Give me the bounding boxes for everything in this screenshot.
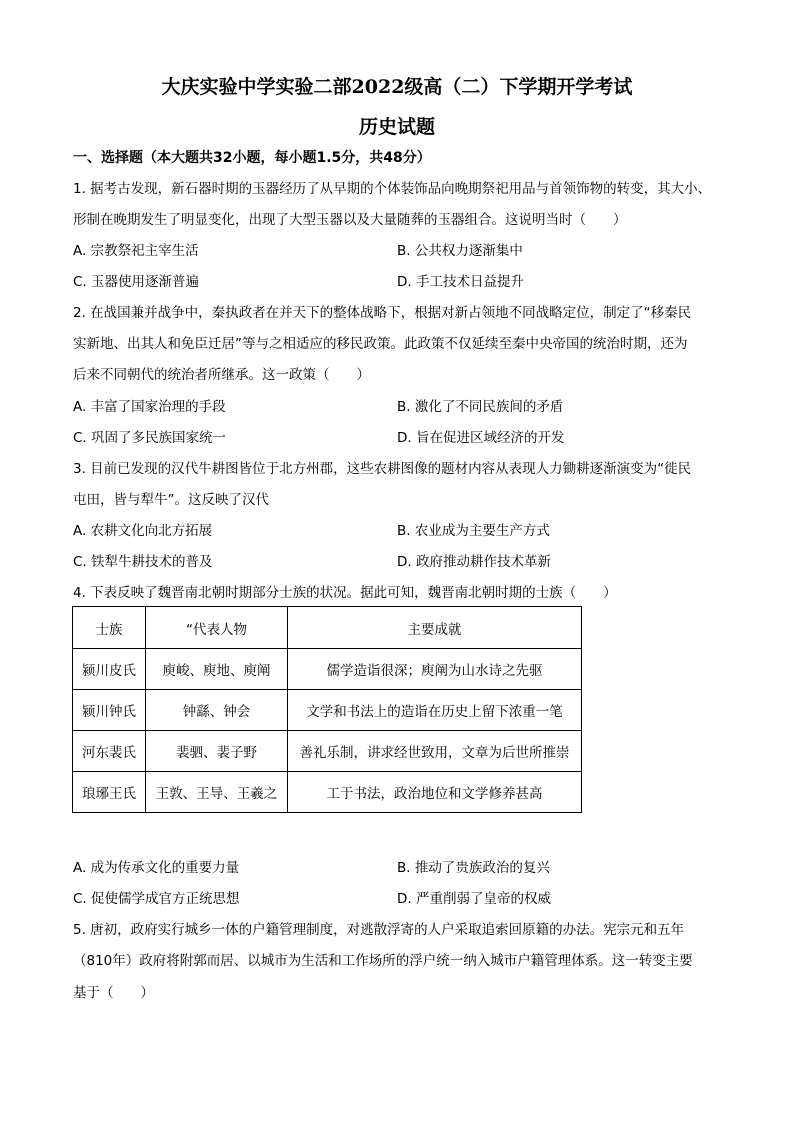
- question-1-option-d: D. 手工技术日益提升: [397, 274, 524, 290]
- question-3-text-line-1: 3. 目前已发现的汉代牛耕图皆位于北方州郡，这些农耕图像的题材内容从表现人力锄耕逐渐演变为“徙民: [73, 461, 692, 477]
- question-1-option-b: B. 公共权力逐渐集中: [397, 243, 523, 259]
- table-cell: 琅琊王氏: [73, 772, 146, 813]
- table-header-cell: 主要成就: [288, 607, 582, 649]
- question-2-option-b: B. 激化了不同民族间的矛盾: [397, 399, 564, 415]
- question-4-text-line-1: 4. 下表反映了魏晋南北朝时期部分士族的状况。据此可知，魏晋南北朝时期的士族（ ）: [73, 585, 617, 601]
- question-4-option-d: D. 严重削弱了皇帝的权威: [397, 891, 551, 907]
- question-2-option-d: D. 旨在促进区域经济的开发: [397, 430, 565, 446]
- question-5-text-line-3: 基于（ ）: [73, 985, 154, 1001]
- table-row: [73, 731, 582, 772]
- question-1-option-c: C. 玉器使用逐渐普遍: [73, 274, 200, 290]
- table-cell: 河东裴氏: [73, 731, 146, 772]
- table-header-cell: “代表人物: [146, 607, 288, 649]
- question-3-option-d: D. 政府推动耕作技术革新: [397, 554, 551, 570]
- subject-title: 历史试题: [358, 116, 435, 138]
- table-cell: 善礼乐制，讲求经世致用，文章为后世所推崇: [288, 731, 582, 772]
- table-cell: 工于书法，政治地位和文学修养甚高: [288, 772, 582, 813]
- section-heading: 一、选择题（本大题共32小题，每小题1.5分，共48分）: [73, 150, 431, 166]
- question-2-text-line-1: 2. 在战国兼并战争中，秦执政者在并天下的整体战略下，根据对新占领地不同战略定位，制定了“移秦民: [73, 305, 692, 321]
- table-cell: 颍川钟氏: [73, 690, 146, 731]
- question-2-text-line-2: 实新地、出其人和免臣迁居”等与之相适应的移民政策。此政策不仅延续至秦中央帝国的统治时期，还为: [73, 336, 688, 352]
- clan-table: [72, 606, 582, 813]
- exam-title: 大庆实验中学实验二部2022级高（二）下学期开学考试: [161, 76, 633, 98]
- question-4-option-c: C. 促使儒学成官方正统思想: [73, 891, 240, 907]
- table-cell: 钟繇、钟会: [146, 690, 288, 731]
- table-row: [73, 690, 582, 731]
- question-3-option-c: C. 铁犁牛耕技术的普及: [73, 554, 213, 570]
- question-1-option-a: A. 宗教祭祀主宰生活: [73, 243, 199, 259]
- table-header-row: [73, 607, 582, 649]
- question-2-option-a: A. 丰富了国家治理的手段: [73, 399, 226, 415]
- table-cell: 儒学造诣很深；庾阐为山水诗之先驱: [288, 649, 582, 690]
- question-5-text-line-2: （810年）政府将附郭而居、以城市为生活和工作场所的浮户统一纳入城市户籍管理体系。这一转变主要: [73, 953, 693, 969]
- question-1-text-line-2: 形制在晚期发生了明显变化，出现了大型玉器以及大量随葬的玉器组合。这说明当时（ ）: [73, 212, 627, 228]
- question-3-option-b: B. 农业成为主要生产方式: [397, 523, 550, 539]
- question-3-option-a: A. 农耕文化向北方拓展: [73, 523, 213, 539]
- table-cell: 裴驷、裴子野: [146, 731, 288, 772]
- table-cell: 文学和书法上的造诣在历史上留下浓重一笔: [288, 690, 582, 731]
- question-4-option-b: B. 推动了贵族政治的复兴: [397, 860, 550, 876]
- table-row: [73, 772, 582, 813]
- table-cell: 王敦、王导、王羲之: [146, 772, 288, 813]
- question-2-text-line-3: 后来不同朝代的统治者所继承。这一政策（ ）: [73, 367, 370, 383]
- question-1-text-line-1: 1. 据考古发现，新石器时期的玉器经历了从早期的个体装饰品向晚期祭祀用品与首领饰物的转变，其大小、: [73, 181, 712, 197]
- table-header-cell: 士族: [73, 607, 146, 649]
- table-row: [73, 649, 582, 690]
- question-3-text-line-2: 屯田，皆与犁牛”。这反映了汉代: [73, 492, 269, 508]
- table-cell: 颍川皮氏: [73, 649, 146, 690]
- table-cell: 庾峻、庾地、庾阐: [146, 649, 288, 690]
- question-2-option-c: C. 巩固了多民族国家统一: [73, 430, 227, 446]
- question-4-option-a: A. 成为传承文化的重要力量: [73, 860, 240, 876]
- question-5-text-line-1: 5. 唐初，政府实行城乡一体的户籍管理制度，对逃散浮寄的人户采取追索回原籍的办法。宪宗元和五年: [73, 922, 685, 938]
